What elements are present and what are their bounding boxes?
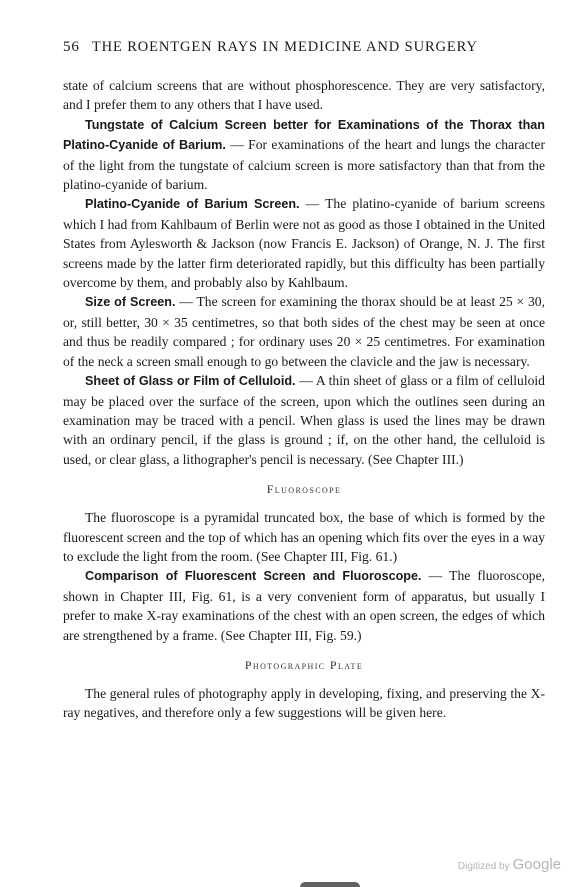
watermark-prefix: Digitized by <box>457 861 510 872</box>
scan-shadow <box>300 882 360 887</box>
paragraph-text: — For examinations of the heart and lungs the character of the light from the tungstate of calcium screen is more satisfactory than that from the platino-cyanide of barium. <box>63 137 545 193</box>
section-heading-photographic-plate: Photographic Plate <box>244 657 364 672</box>
paragraph-text: The general rules of photography apply in developing, fixing, and preserving the X-ray negatives, and therefore only a few suggestions will be given here. <box>63 685 545 721</box>
run-in-heading: Tungstate of Calcium Screen better for Examinations of the Thorax than Platino-Cyanide of Barium. <box>63 117 545 153</box>
run-in-heading: Comparison of Fluorescent Screen and Fluoroscope. <box>85 569 422 584</box>
paragraph <box>63 566 545 645</box>
run-in-heading: Platino-Cyanide of Barium Screen. <box>85 197 300 212</box>
google-logo: Google <box>512 856 561 873</box>
paragraph-text: state of calcium screens that are without phosphorescence. They are very satisfactory, and I prefer them to any others that I have used. <box>63 78 545 113</box>
body-text <box>63 76 545 723</box>
run-in-heading: Sheet of Glass or Film of Celluloid. <box>85 374 296 389</box>
running-title: THE ROENTGEN RAYS IN MEDICINE AND SURGERY <box>91 39 478 55</box>
book-page <box>63 38 545 723</box>
digitized-watermark <box>458 856 561 873</box>
paragraph-text: — The platino-cyanide of barium screens which I had from Kahlbaum of Berlin were not as good as those I obtained in the United States from Aylesworth & Jackson (now Francis E. Jackson) of Orange, N. J. The first screens made by the latter firm deteriorated rapidly, but this difficulty has been partially overcome by them, and probably also by Kahlbaum. <box>63 196 545 291</box>
paragraph <box>63 292 545 371</box>
paragraph <box>63 194 545 292</box>
section-heading-fluoroscope: Fluoroscope <box>266 482 342 497</box>
running-header <box>63 38 545 56</box>
paragraph-text: The fluoroscope is a pyramidal truncated box, the base of which is formed by the fluorescent screen and the top of which has an opening which fits over the eyes in a way to exclude the light from the room. (See Chapter III, Fig. 61.) <box>63 510 545 564</box>
page-number: 56 <box>63 39 80 55</box>
paragraph <box>63 115 545 195</box>
paragraph <box>63 76 545 115</box>
paragraph-text: — The fluoroscope, shown in Chapter III, Fig. 61, is a very convenient form of apparatus, but usually I prefer to make X-ray examinations of the chest with an open screen, the edges of which are strengthened by a frame. (See Chapter III, Fig. 59.) <box>63 568 545 643</box>
paragraph-text: — The screen for examining the thorax should be at least 25 × 30, or, still better, 30 × 35 centimetres, so that both sides of the chest may be seen at once and thus be readily compared ; for ordinary uses 20 × 25 centimetres. For examination of the neck a screen small enough to go between the clavicle and the jaw is necessary. <box>63 294 545 369</box>
paragraph <box>63 684 545 723</box>
paragraph <box>63 371 545 469</box>
paragraph <box>63 508 545 566</box>
run-in-heading: Size of Screen. <box>85 295 176 310</box>
paragraph-text: — A thin sheet of glass or a film of celluloid may be placed over the surface of the screen, upon which the outlines seen during an examination may be traced with a pencil. When glass is used the lines may be drawn with an ordinary pencil, if the glass is ground ; if, on the other hand, the celluloid is used, or clear glass, a lithographer's pencil is necessary. (See Chapter III.) <box>63 373 545 467</box>
